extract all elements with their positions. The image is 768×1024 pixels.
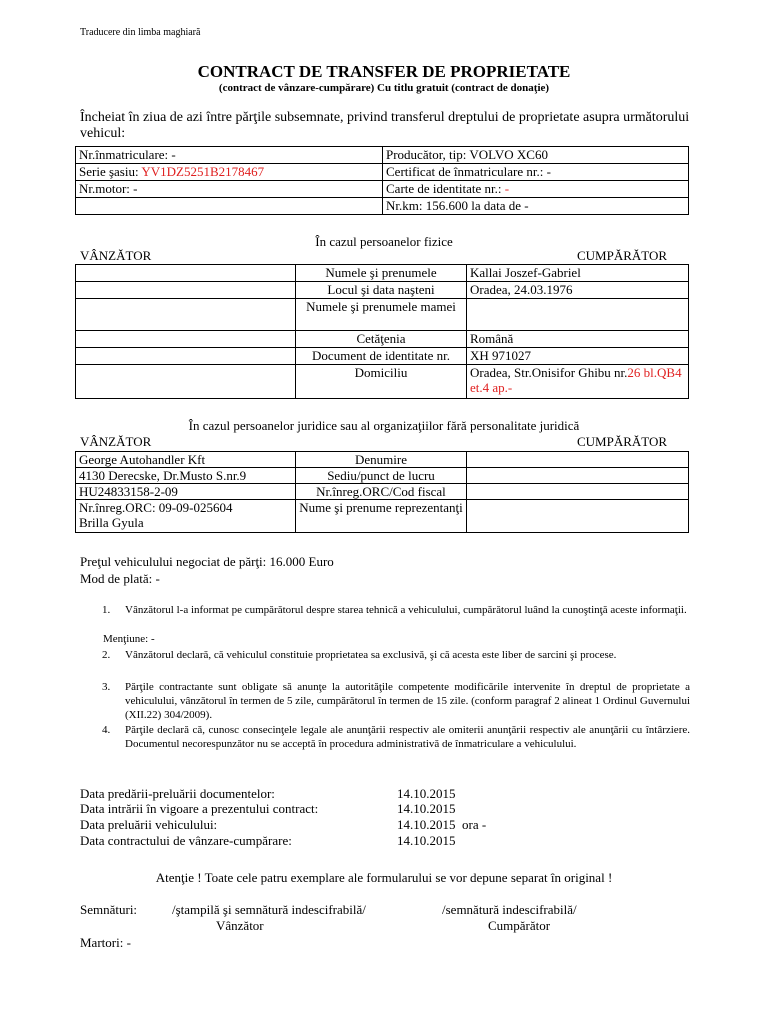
fizice-buyer-label: CUMPĂRĂTOR [577,248,668,263]
date-value: 14.10.2015 ora - [397,817,487,832]
document-subtitle: (contract de vânzare-cumpărare) Cu titlu gratuit (contract de donaţie) [218,82,550,94]
vehicle-table [75,146,689,215]
witnesses: Martori: - [80,935,131,950]
buyer-signature: /semnătură indescifrabilă/ [442,902,577,917]
juridice-label: Denumire [296,452,467,468]
clause-2: 2. Vânzătorul declară, că vehiculul constituie proprietatea sa exclusivă, şi că acesta este liber de sarcini şi procese. [102,649,617,661]
vehicle-empty-cell [76,198,383,215]
fizice-value: Kallai Joszef-Gabriel [467,265,689,282]
juridice-label: Sediu/punct de lucru [296,468,467,484]
clause-4: 4. Părţile declară că, cunosc consecinţele legale ale anunţării respectiv ale omiterii anunţării respectiv ale anunţării cu întârziere. Documentul necorespunzător nu se acceptă în procedura administrativă de înmatriculare a vehiculului. [102,724,690,750]
fizice-value: Română [467,331,689,348]
juridice-buyer-value [467,452,689,468]
fizice-label: Document de identitate nr. [296,348,467,365]
juridice-heading: În cazul persoanelor juridice sau al organizaţiilor fără personalitate juridică [188,418,580,433]
fizice-label: Locul şi data naşteni [296,282,467,299]
vehicle-certificate: Certificat de înmatriculare nr.: - [383,164,689,181]
payment-method: Mod de plată: - [80,571,160,586]
attention-note: Atenţie ! Toate cele patru exemplare ale formularului se vor depune separat în original ! [155,870,613,885]
signatures-label: Semnături: [80,902,138,917]
price-line: Preţul vehiculului negociat de părţi: 16.000 Euro [80,554,334,569]
fizice-value: Oradea, Str.Onisifor Ghibu nr.26 bl.QB4 et.4 ap.- [467,365,689,399]
clause-1: 1. Vânzătorul l-a informat pe cumpărătorul despre starea tehnică a vehiculului, cumpărătorul luând la cunoştinţă aceste informaţii. [102,604,687,616]
date-label: Data preluării vehiculului: [80,817,218,832]
juridice-buyer-value [467,468,689,484]
juridice-seller-value: George Autohandler Kft [76,452,296,468]
date-label: Data intrării în vigoare a prezentului contract: [80,801,319,816]
juridice-seller-value: HU24833158-2-09 [76,484,296,500]
fizice-seller-cell [76,299,296,331]
fizice-seller-cell [76,365,296,399]
fizice-label: Numele şi prenumele mamei [296,299,467,331]
seller-role: Vânzător [216,918,264,933]
juridice-buyer-value [467,500,689,533]
vehicle-km: Nr.km: 156.600 la data de - [383,198,689,215]
fizice-seller-cell [76,265,296,282]
fizice-seller-cell [76,282,296,299]
juridice-buyer-label: CUMPĂRĂTOR [577,434,668,449]
fizice-value [467,299,689,331]
vehicle-producer: Producător, tip: VOLVO XC60 [383,147,689,164]
clause-3: 3. Părţile contractante sunt obligate să anunţe la autorităţile competente modificările intervenite în dreptul de proprietate a vehiculului, vânzătorul în termen de 5 zile, cumpărătorul în termen de 15 zile. (conform paragraf 2 alineat 1 Ordinul Guvernului (XII.22) 304/2009). [102,681,690,721]
juridice-label: Nr.înreg.ORC/Cod fiscal [296,484,467,500]
juridice-seller-value: 4130 Derecske, Dr.Musto S.nr.9 [76,468,296,484]
fizice-heading: În cazul persoanelor fizice [315,234,453,249]
juridice-label: Nume şi prenume reprezentanţi [296,500,467,533]
fizice-table [75,264,689,399]
date-label: Data contractului de vânzare-cumpărare: [80,833,292,848]
vehicle-vin: Serie şasiu: YV1DZ5251B2178467 [76,164,383,181]
vehicle-engine: Nr.motor: - [76,181,383,198]
mentiune: Menţiune: - [103,633,155,645]
fizice-label: Domiciliu [296,365,467,399]
seller-signature: /ştampilă şi semnătură indescifrabilă/ [172,902,366,917]
date-value: 14.10.2015 [397,833,456,848]
fizice-label: Numele şi prenumele [296,265,467,282]
vehicle-registration: Nr.înmatriculare: - [76,147,383,164]
document-title: CONTRACT DE TRANSFER DE PROPRIETATE [197,62,571,81]
fizice-value: XH 971027 [467,348,689,365]
translation-note: Traducere din limba maghiară [80,27,201,38]
juridice-seller-value: Nr.înreg.ORC: 09-09-025604 Brilla Gyula [76,500,296,533]
date-label: Data predării-preluării documentelor: [80,786,275,801]
fizice-seller-label: VÂNZĂTOR [80,248,152,263]
juridice-table [75,451,689,533]
juridice-buyer-value [467,484,689,500]
date-value: 14.10.2015 [397,786,456,801]
date-value: 14.10.2015 [397,801,456,816]
buyer-role: Cumpărător [488,918,551,933]
vehicle-id-card: Carte de identitate nr.: - [383,181,689,198]
fizice-seller-cell [76,331,296,348]
fizice-value: Oradea, 24.03.1976 [467,282,689,299]
intro-paragraph: Încheiat în ziua de azi între părţile subsemnate, privind transferul dreptului de proprietate asupra următorului vehicul: [80,110,690,141]
fizice-label: Cetăţenia [296,331,467,348]
fizice-seller-cell [76,348,296,365]
juridice-seller-label: VÂNZĂTOR [80,434,152,449]
